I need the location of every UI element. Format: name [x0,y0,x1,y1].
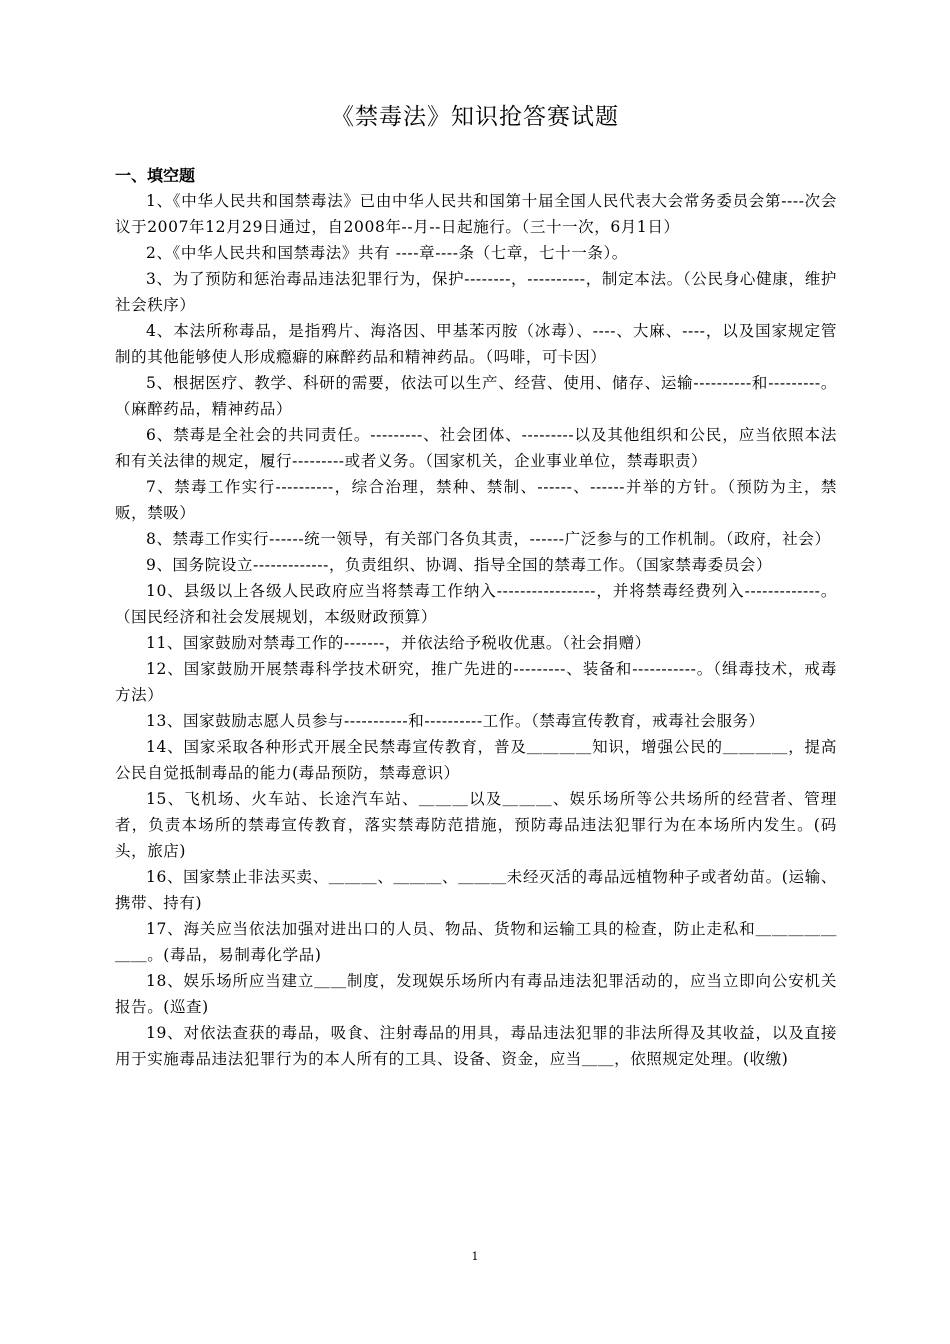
section-heading: 一、填空题 [115,166,196,185]
question-item: 17、海关应当依法加强对进出口的人员、物品、货物和运输工具的检查，防止走私和＿＿＿＿＿＿＿。(毒品，易制毒化学品) [115,920,837,964]
question-item: 10、县级以上各级人民政府应当将禁毒工作纳入-----------------，并将禁毒经费列入-------------。（国民经济和社会发展规划，本级财政预算） [115,582,837,626]
question-item: 2、《中华人民共和国禁毒法》共有 ----章----条（七章，七十一条）。 [146,244,628,262]
question-item: 19、对依法查获的毒品，吸食、注射毒品的用具，毒品违法犯罪的非法所得及其收益，以及直接用于实施毒品违法犯罪行为的本人所有的工具、设备、资金，应当＿＿，依照规定处理。(收缴) [115,1024,837,1068]
question-item: 4、本法所称毒品，是指鸦片、海洛因、甲基苯丙胺（冰毒）、----、大麻、----，以及国家规定管制的其他能够使人形成瘾癖的麻醉药品和精神药品。（吗啡，可卡因） [115,322,837,366]
page-number: 1 [471,1250,479,1263]
document-title: 《禁毒法》知识抢答赛试题 [331,104,619,130]
question-item: 12、国家鼓励开展禁毒科学技术研究，推广先进的---------、装备和-----------。（缉毒技术，戒毒方法） [115,660,837,704]
question-item: 14、国家采取各种形式开展全民禁毒宣传教育，普及＿＿＿＿知识，增强公民的＿＿＿＿，提高公民自觉抵制毒品的能力(毒品预防，禁毒意识） [115,738,837,782]
question-item: 11、国家鼓励对禁毒工作的-------，并依法给予税收优惠。（社会捐赠） [146,634,651,652]
question-item: 16、国家禁止非法买卖、＿＿＿、＿＿＿、＿＿＿未经灭活的毒品远植物种子或者幼苗。(运输、携带、持有) [115,868,837,912]
question-item: 5、根据医疗、教学、科研的需要，依法可以生产、经营、使用、储存、运输----------和---------。（麻醉药品，精神药品） [115,374,837,418]
question-item: 6、禁毒是全社会的共同责任。---------、社会团体、---------以及其他组织和公民，应当依照本法和有关法律的规定，履行---------或者义务。（国家机关，企业事业单位，禁毒职责） [115,426,837,470]
question-item: 13、国家鼓励志愿人员参与-----------和----------工作。（禁毒宣传教育，戒毒社会服务） [146,712,765,730]
question-item: 3、为了预防和惩治毒品违法犯罪行为，保护--------，----------，制定本法。（公民身心健康，维护社会秩序） [115,270,837,314]
question-item: 8、禁毒工作实行------统一领导，有关部门各负其责，------广泛参与的工作机制。（政府，社会） [146,530,831,548]
question-item: 7、禁毒工作实行----------，综合治理，禁种、禁制、------、------并举的方针。（预防为主，禁贩，禁吸） [115,478,837,522]
question-item: 15、飞机场、火车站、长途汽车站、＿＿＿以及＿＿＿、娱乐场所等公共场所的经营者、管理者，负责本场所的禁毒宣传教育，落实禁毒防范措施，预防毒品违法犯罪行为在本场所内发生。(码头，旅店) [115,790,837,860]
question-item: 1、《中华人民共和国禁毒法》已由中华人民共和国第十届全国人民代表大会常务委员会第----次会议于2007年12月29日通过，自2008年--月--日起施行。（三十一次，6月1日） [115,192,837,236]
question-item: 9、国务院设立-------------，负责组织、协调、指导全国的禁毒工作。（国家禁毒委员会） [146,556,772,574]
question-item: 18、娱乐场所应当建立＿＿制度，发现娱乐场所内有毒品违法犯罪活动的，应当立即向公安机关报告。(巡查) [115,972,837,1016]
question-list [115,188,837,1072]
